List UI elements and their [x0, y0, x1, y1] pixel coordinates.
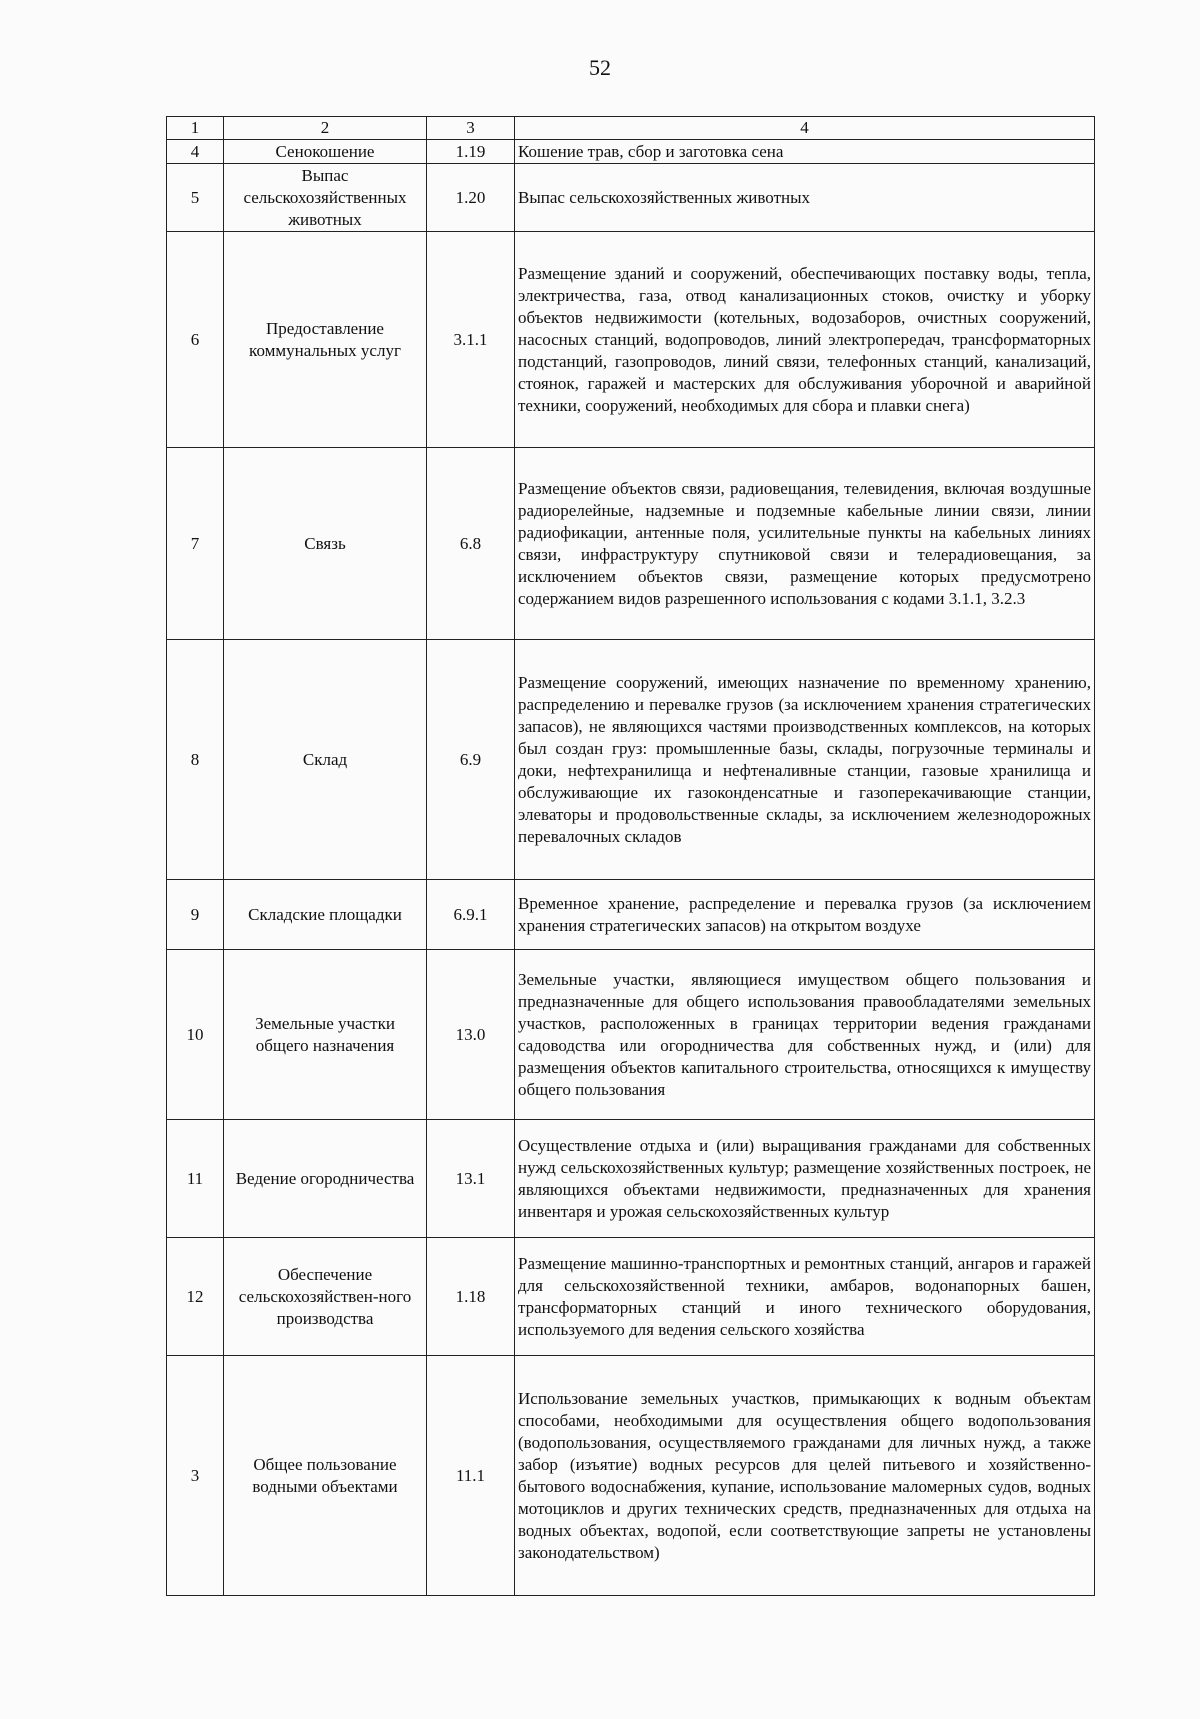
row-description: Размещение объектов связи, радиовещания, телевидения, включая воздушные радиорелейные, надземные и подземные кабельные линии связи, линии радиофикации, антенные поля, усилительные пункты на кабельных линиях связи, инфраструктуру спутниковой связи и телерадиовещания, за исключением объектов связи, размещение которых предусмотрено содержанием видов разрешенного использования с кодами 3.1.1, 3.2.3 [515, 448, 1095, 640]
table-row [167, 640, 1095, 880]
row-name: Сенокошение [224, 140, 427, 164]
header-col-2: 2 [224, 117, 427, 140]
row-name: Складские площадки [224, 880, 427, 950]
row-number: 4 [167, 140, 224, 164]
row-description: Использование земельных участков, примыкающих к водным объектам способами, необходимыми для осуществления общего водопользования (водопользования, осуществляемого гражданами для личных нужд, а также забор (изъятие) водных ресурсов для целей питьевого и хозяйственно-бытового водоснабжения, купание, использование маломерных судов, водных мотоциклов и других технических средств, предназначенных для отдыха на водных объектах, водопой, если соответствующие запреты не установлены законодательством) [515, 1356, 1095, 1596]
row-description: Временное хранение, распределение и перевалка грузов (за исключением хранения стратегических запасов) на открытом воздухе [515, 880, 1095, 950]
row-name: Земельные участки общего назначения [224, 950, 427, 1120]
row-description: Размещение сооружений, имеющих назначение по временному хранению, распределению и перевалке грузов (за исключением хранения стратегических запасов), не являющихся частями производственных комплексов, на которых был создан груз: промышленные базы, склады, погрузочные терминалы и доки, нефтехранилища и нефтеналивные станции, газовые хранилища и обслуживающие их газоконденсатные и газоперекачивающие станции, элеваторы и продовольственные склады, за исключением железнодорожных перевалочных складов [515, 640, 1095, 880]
row-number: 9 [167, 880, 224, 950]
row-number: 10 [167, 950, 224, 1120]
table-row [167, 232, 1095, 448]
header-col-4: 4 [515, 117, 1095, 140]
land-use-table [166, 116, 1095, 1596]
row-code: 6.9.1 [427, 880, 515, 950]
table-row [167, 1356, 1095, 1596]
row-number: 12 [167, 1238, 224, 1356]
row-name: Ведение огородничества [224, 1120, 427, 1238]
row-description: Земельные участки, являющиеся имуществом общего пользования и предназначенные для общего использования правообладателями земельных участков, расположенных в границах территории ведения гражданами садоводства или огородничества для собственных нужд, и (или) для размещения объектов капитального строительства, относящихся к имуществу общего пользования [515, 950, 1095, 1120]
table-row [167, 1120, 1095, 1238]
table-row [167, 950, 1095, 1120]
row-code: 13.0 [427, 950, 515, 1120]
row-description: Кошение трав, сбор и заготовка сена [515, 140, 1095, 164]
table-row [167, 880, 1095, 950]
row-number: 7 [167, 448, 224, 640]
row-number: 11 [167, 1120, 224, 1238]
table-row [167, 140, 1095, 164]
table-row [167, 448, 1095, 640]
row-description: Размещение машинно-транспортных и ремонтных станций, ангаров и гаражей для сельскохозяйственной техники, амбаров, водонапорных башен, трансформаторных станций и иного технического оборудования, используемого для ведения сельского хозяйства [515, 1238, 1095, 1356]
row-name: Выпас сельскохозяйственных животных [224, 164, 427, 232]
row-number: 8 [167, 640, 224, 880]
row-number: 5 [167, 164, 224, 232]
row-code: 13.1 [427, 1120, 515, 1238]
row-code: 1.18 [427, 1238, 515, 1356]
row-description: Выпас сельскохозяйственных животных [515, 164, 1095, 232]
row-name: Обеспечение сельскохозяйствен-ного производства [224, 1238, 427, 1356]
table-row [167, 1238, 1095, 1356]
row-code: 11.1 [427, 1356, 515, 1596]
row-description: Размещение зданий и сооружений, обеспечивающих поставку воды, тепла, электричества, газа, отвод канализационных стоков, очистку и уборку объектов недвижимости (котельных, водозаборов, очистных сооружений, насосных станций, водопроводов, линий электропередач, трансформаторных подстанций, газопроводов, линий связи, телефонных станций, канализаций, стоянок, гаражей и мастерских для обслуживания уборочной и аварийной техники, сооружений, необходимых для сбора и плавки снега) [515, 232, 1095, 448]
header-col-1: 1 [167, 117, 224, 140]
row-code: 6.8 [427, 448, 515, 640]
table-header-row [167, 117, 1095, 140]
row-code: 1.19 [427, 140, 515, 164]
row-code: 6.9 [427, 640, 515, 880]
table-row [167, 164, 1095, 232]
row-description: Осуществление отдыха и (или) выращивания гражданами для собственных нужд сельскохозяйственных культур; размещение хозяйственных построек, не являющихся объектами недвижимости, предназначенных для хранения инвентаря и урожая сельскохозяйственных культур [515, 1120, 1095, 1238]
row-code: 3.1.1 [427, 232, 515, 448]
row-number: 3 [167, 1356, 224, 1596]
header-col-3: 3 [427, 117, 515, 140]
page-number: 52 [589, 55, 611, 80]
row-name: Предоставление коммунальных услуг [224, 232, 427, 448]
row-name: Склад [224, 640, 427, 880]
row-number: 6 [167, 232, 224, 448]
row-name: Общее пользование водными объектами [224, 1356, 427, 1596]
row-code: 1.20 [427, 164, 515, 232]
row-name: Связь [224, 448, 427, 640]
